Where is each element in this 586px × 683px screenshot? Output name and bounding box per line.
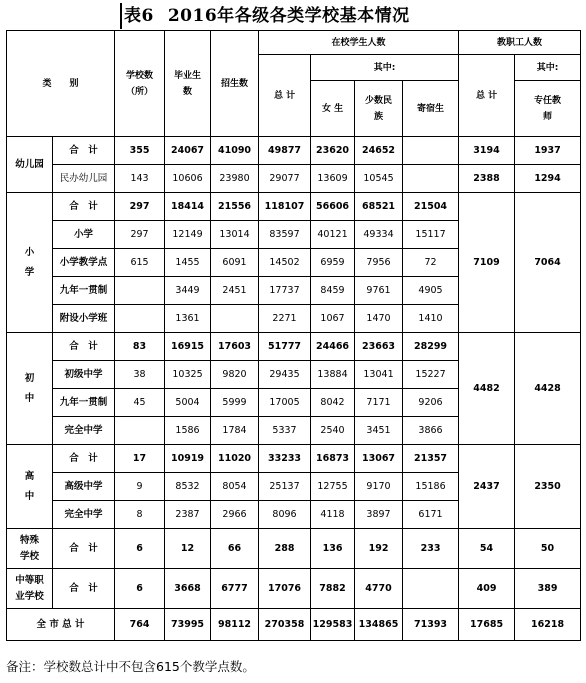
cell-total: 8096 (259, 501, 311, 529)
cell-graduates: 10325 (165, 361, 211, 389)
cell-minority: 1470 (355, 305, 403, 333)
cell-boarding: 15186 (403, 473, 459, 501)
cell-enrollment: 98112 (211, 609, 259, 641)
group-kindergarten: 幼儿园 (7, 137, 53, 193)
cell-boarding: 21357 (403, 445, 459, 473)
cell-graduates: 73995 (165, 609, 211, 641)
table-row (7, 609, 581, 641)
header-staff-total: 总 计 (459, 55, 515, 137)
cell-teachers: 1937 (515, 137, 581, 165)
cell-graduates: 16915 (165, 333, 211, 361)
group-primary: 小 学 (7, 193, 53, 333)
cell-minority: 23663 (355, 333, 403, 361)
cell-female: 12755 (311, 473, 355, 501)
cell-boarding: 28299 (403, 333, 459, 361)
cell-total: 29077 (259, 165, 311, 193)
cell-boarding (403, 137, 459, 165)
cell-schools: 355 (115, 137, 165, 165)
header-enrollment: 招生数 (211, 31, 259, 137)
cell-enrollment: 17603 (211, 333, 259, 361)
cell-schools: 17 (115, 445, 165, 473)
group-vocational: 中等职 业学校 (7, 569, 53, 609)
cell-teachers: 389 (515, 569, 581, 609)
row-label: 小学 (53, 221, 115, 249)
cell-enrollment: 41090 (211, 137, 259, 165)
cell-minority: 9170 (355, 473, 403, 501)
row-label: 高级中学 (53, 473, 115, 501)
row-label: 合 计 (53, 193, 115, 221)
cell-boarding: 233 (403, 529, 459, 569)
cell-graduates: 2387 (165, 501, 211, 529)
header-graduates: 毕业生 数 (165, 31, 211, 137)
row-label: 合 计 (53, 137, 115, 165)
cell-boarding: 15227 (403, 361, 459, 389)
row-label: 初级中学 (53, 361, 115, 389)
cell-staff: 3194 (459, 137, 515, 165)
cell-boarding: 21504 (403, 193, 459, 221)
cell-female: 129583 (311, 609, 355, 641)
row-label: 民办幼儿园 (53, 165, 115, 193)
cell-minority: 10545 (355, 165, 403, 193)
row-label: 合 计 (53, 333, 115, 361)
cell-female: 23620 (311, 137, 355, 165)
header-staff: 教职工人数 (459, 31, 581, 55)
cell-minority: 7956 (355, 249, 403, 277)
cell-enrollment (211, 305, 259, 333)
cell-minority: 7171 (355, 389, 403, 417)
cell-graduates: 3449 (165, 277, 211, 305)
row-label: 完全中学 (53, 501, 115, 529)
cell-total: 17005 (259, 389, 311, 417)
cell-graduates: 1455 (165, 249, 211, 277)
cell-total: 29435 (259, 361, 311, 389)
cell-female: 8042 (311, 389, 355, 417)
table-title (120, 3, 410, 29)
cell-female: 13609 (311, 165, 355, 193)
cell-graduates: 5004 (165, 389, 211, 417)
footnote: 备注：学校数总计中不包含615个教学点数。 (6, 659, 255, 674)
cell-total: 49877 (259, 137, 311, 165)
cell-female: 13884 (311, 361, 355, 389)
cell-graduates: 8532 (165, 473, 211, 501)
table-number: 表6 (124, 6, 154, 26)
row-label: 合 计 (53, 529, 115, 569)
row-label: 合 计 (53, 569, 115, 609)
table-row (7, 529, 581, 569)
cell-graduates: 18414 (165, 193, 211, 221)
cell-graduates: 10606 (165, 165, 211, 193)
cell-boarding (403, 165, 459, 193)
group-special: 特殊 学校 (7, 529, 53, 569)
cell-schools: 143 (115, 165, 165, 193)
cell-schools: 8 (115, 501, 165, 529)
cell-boarding: 15117 (403, 221, 459, 249)
cell-staff: 7109 (459, 193, 515, 333)
cell-boarding: 3866 (403, 417, 459, 445)
cell-schools (115, 277, 165, 305)
cell-female: 1067 (311, 305, 355, 333)
cell-minority: 3897 (355, 501, 403, 529)
cell-schools (115, 417, 165, 445)
cell-total: 2271 (259, 305, 311, 333)
cell-schools: 615 (115, 249, 165, 277)
cell-enrollment: 1784 (211, 417, 259, 445)
row-label: 附设小学班 (53, 305, 115, 333)
cell-minority: 134865 (355, 609, 403, 641)
cell-graduates: 12 (165, 529, 211, 569)
header-minority: 少数民 族 (355, 81, 403, 137)
cell-minority: 68521 (355, 193, 403, 221)
cell-boarding: 71393 (403, 609, 459, 641)
cell-boarding: 9206 (403, 389, 459, 417)
cell-graduates: 1361 (165, 305, 211, 333)
cell-teachers: 7064 (515, 193, 581, 333)
cell-schools: 6 (115, 569, 165, 609)
cell-teachers: 50 (515, 529, 581, 569)
cell-staff: 2437 (459, 445, 515, 529)
cell-graduates: 3668 (165, 569, 211, 609)
cell-total: 17076 (259, 569, 311, 609)
table-row (7, 165, 581, 193)
cell-total: 118107 (259, 193, 311, 221)
cell-total: 17737 (259, 277, 311, 305)
row-label: 小学教学点 (53, 249, 115, 277)
header-boarding: 寄宿生 (403, 81, 459, 137)
cell-schools: 38 (115, 361, 165, 389)
cell-minority: 3451 (355, 417, 403, 445)
cell-enrollment: 8054 (211, 473, 259, 501)
row-label: 九年一贯制 (53, 277, 115, 305)
cell-schools: 297 (115, 193, 165, 221)
cell-schools: 6 (115, 529, 165, 569)
header-among: 其中: (311, 55, 459, 81)
header-staff-among: 其中: (515, 55, 581, 81)
group-senior: 高 中 (7, 445, 53, 529)
cell-female: 136 (311, 529, 355, 569)
cell-total: 83597 (259, 221, 311, 249)
cell-graduates: 1586 (165, 417, 211, 445)
cell-female: 6959 (311, 249, 355, 277)
cell-boarding: 6171 (403, 501, 459, 529)
cell-minority: 49334 (355, 221, 403, 249)
header-students: 在校学生人数 (259, 31, 459, 55)
cell-female: 24466 (311, 333, 355, 361)
cell-enrollment: 5999 (211, 389, 259, 417)
cell-enrollment: 66 (211, 529, 259, 569)
table-row (7, 445, 581, 473)
cell-graduates: 10919 (165, 445, 211, 473)
group-junior: 初 中 (7, 333, 53, 445)
cell-boarding: 72 (403, 249, 459, 277)
row-label: 完全中学 (53, 417, 115, 445)
cell-enrollment: 11020 (211, 445, 259, 473)
cell-enrollment: 6091 (211, 249, 259, 277)
header-student-total: 总 计 (259, 55, 311, 137)
cell-total: 33233 (259, 445, 311, 473)
cell-graduates: 12149 (165, 221, 211, 249)
cell-staff: 2388 (459, 165, 515, 193)
cell-schools: 83 (115, 333, 165, 361)
cell-staff: 17685 (459, 609, 515, 641)
table-row (7, 333, 581, 361)
cell-minority: 9761 (355, 277, 403, 305)
cell-total: 14502 (259, 249, 311, 277)
school-statistics-table (6, 30, 581, 641)
cell-boarding: 1410 (403, 305, 459, 333)
cell-enrollment: 23980 (211, 165, 259, 193)
cell-total: 288 (259, 529, 311, 569)
cell-enrollment: 13014 (211, 221, 259, 249)
cell-teachers: 1294 (515, 165, 581, 193)
row-label: 合 计 (53, 445, 115, 473)
cell-female: 4118 (311, 501, 355, 529)
header-schools: 学校数 （所） (115, 31, 165, 137)
cell-staff: 4482 (459, 333, 515, 445)
cell-schools: 9 (115, 473, 165, 501)
cell-enrollment: 9820 (211, 361, 259, 389)
cell-minority: 24652 (355, 137, 403, 165)
cell-minority: 192 (355, 529, 403, 569)
cell-boarding: 4905 (403, 277, 459, 305)
header-category: 类 别 (7, 31, 115, 137)
cell-schools (115, 305, 165, 333)
cell-staff: 54 (459, 529, 515, 569)
table-row (7, 137, 581, 165)
cell-minority: 13041 (355, 361, 403, 389)
cell-teachers: 16218 (515, 609, 581, 641)
row-label-grand-total: 全 市 总 计 (7, 609, 115, 641)
cell-staff: 409 (459, 569, 515, 609)
cell-boarding (403, 569, 459, 609)
cell-graduates: 24067 (165, 137, 211, 165)
cell-schools: 45 (115, 389, 165, 417)
cell-total: 270358 (259, 609, 311, 641)
cell-enrollment: 6777 (211, 569, 259, 609)
cell-minority: 13067 (355, 445, 403, 473)
table-row (7, 569, 581, 609)
cell-schools: 764 (115, 609, 165, 641)
cell-female: 56606 (311, 193, 355, 221)
cell-female: 8459 (311, 277, 355, 305)
cell-enrollment: 21556 (211, 193, 259, 221)
cell-female: 7882 (311, 569, 355, 609)
cell-female: 16873 (311, 445, 355, 473)
table-row (7, 193, 581, 221)
cell-enrollment: 2451 (211, 277, 259, 305)
cell-schools: 297 (115, 221, 165, 249)
cell-minority: 4770 (355, 569, 403, 609)
cell-female: 40121 (311, 221, 355, 249)
cell-total: 25137 (259, 473, 311, 501)
table-caption: 2016年各级各类学校基本情况 (167, 6, 410, 26)
cell-total: 51777 (259, 333, 311, 361)
cell-enrollment: 2966 (211, 501, 259, 529)
header-teachers: 专任教 师 (515, 81, 581, 137)
header-female: 女 生 (311, 81, 355, 137)
cell-total: 5337 (259, 417, 311, 445)
cell-teachers: 2350 (515, 445, 581, 529)
cell-female: 2540 (311, 417, 355, 445)
cell-teachers: 4428 (515, 333, 581, 445)
row-label: 九年一贯制 (53, 389, 115, 417)
